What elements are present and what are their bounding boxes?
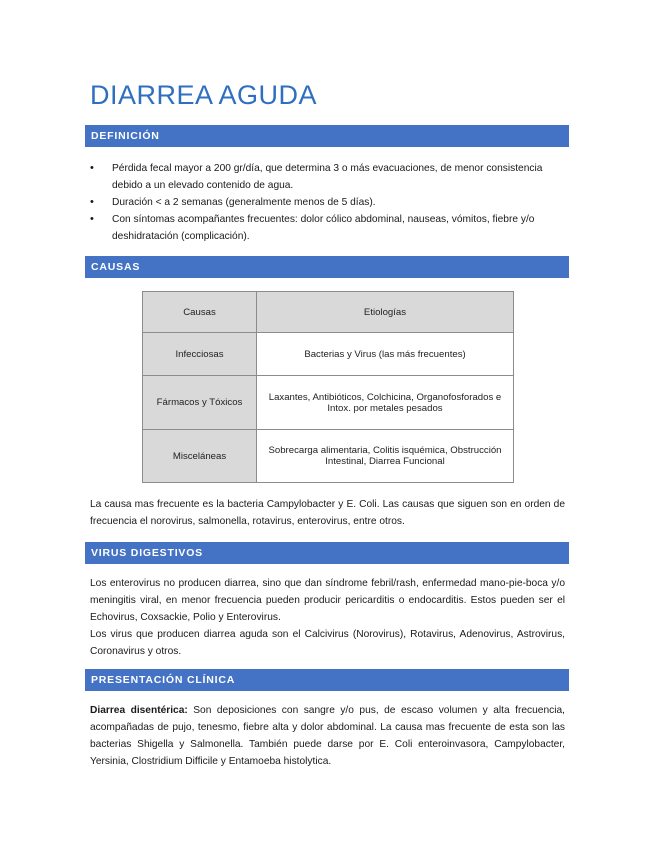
section-heading-definicion: DEFINICIÓN xyxy=(85,125,569,147)
section-heading-presentacion: PRESENTACIÓN CLÍNICA xyxy=(85,669,569,691)
virus-paragraph-1: Los enterovirus no producen diarrea, sino que dan síndrome febril/rash, enfermedad mano-pie-boca y/o meningitis viral, en menor frecuencia pueden producir pericarditis o endocarditis. Estos pueden ser el Echovirus, Coxsackie, Polio y Enterovirus. xyxy=(90,578,565,623)
table-row xyxy=(143,430,514,483)
presentation-paragraph xyxy=(90,702,565,770)
list-item: • Pérdida fecal mayor a 200 gr/día, que determina 3 o más evacuaciones, de menor consistencia debido a un elevado contenido de agua. xyxy=(90,160,565,194)
page-title: DIARREA AGUDA xyxy=(90,80,318,110)
section-heading-virus: VIRUS DIGESTIVOS xyxy=(85,542,569,564)
table-cell-etiology: Laxantes, Antibióticos, Colchicina, Organofosforados e Intox. por metales pesados xyxy=(257,376,514,430)
section-heading-causas: CAUSAS xyxy=(85,256,569,278)
causes-table xyxy=(142,291,514,483)
table-cell-etiology: Bacterias y Virus (las más frecuentes) xyxy=(257,333,514,376)
virus-paragraph-2: Los virus que producen diarrea aguda son el Calcivirus (Norovirus), Rotavirus, Adenovirus, Astrovirus, Coronavirus y otros. xyxy=(90,629,565,657)
table-row xyxy=(143,376,514,430)
list-item: • Duración < a 2 semanas (generalmente menos de 5 días). xyxy=(90,194,565,211)
presentation-term: Diarrea disentérica: xyxy=(90,705,188,716)
definition-list xyxy=(90,160,565,245)
table-cell-cause: Infecciosas xyxy=(143,333,257,376)
table-cell-etiology: Sobrecarga alimentaria, Colitis isquémica, Obstrucción Intestinal, Diarrea Funcional xyxy=(257,430,514,483)
table-header-causas: Causas xyxy=(143,292,257,333)
list-item: • Con síntomas acompañantes frecuentes: dolor cólico abdominal, nauseas, vómitos, fiebre y/o deshidratación (complicación). xyxy=(90,211,565,245)
causes-paragraph: La causa mas frecuente es la bacteria Campylobacter y E. Coli. Las causas que siguen son en orden de frecuencia el norovirus, salmonella, rotavirus, enterovirus, entre otros. xyxy=(90,499,565,527)
table-cell-cause: Fármacos y Tóxicos xyxy=(143,376,257,430)
table-header-etiologias: Etiologías xyxy=(257,292,514,333)
table-cell-cause: Misceláneas xyxy=(143,430,257,483)
presentation-text: Son deposiciones con sangre y/o pus, de escaso volumen y alta frecuencia, acompañadas de pujo, tenesmo, fiebre alta y dolor abdominal. La causa mas frecuente de esta son las bacterias Shigella y Salmonella. También puede darse por E. Coli enteroinvasora, Campylobacter, Yersinia, Clostridium Difficile y Entamoeba histolytica. xyxy=(90,705,565,767)
table-row xyxy=(143,333,514,376)
